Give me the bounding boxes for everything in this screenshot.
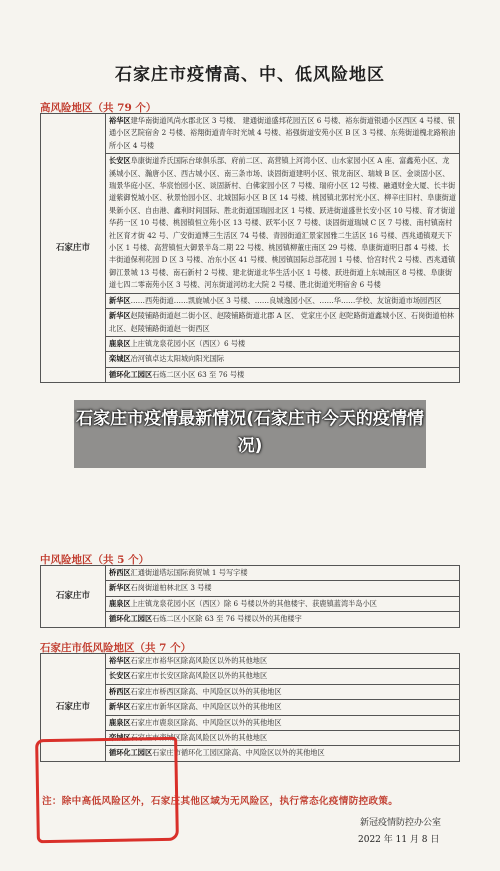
area-list: 石家庄市裕华区除高风险区以外的其他地区: [130, 656, 268, 665]
district-name: 桥西区: [109, 568, 131, 577]
area-list: 石家庄市栾城区除高风险区以外的其他地区: [130, 733, 268, 743]
area-cell: [106, 746, 460, 761]
district-name: 新华区: [109, 311, 131, 321]
area-cell: [106, 612, 460, 627]
area-list: 上庄镇龙泉花园小区（西区）6 号楼: [130, 338, 246, 348]
area-list: 石家庄市长安区除高风险区以外的其他地区: [130, 671, 268, 681]
footer-note: 注：除中高低风险区外，石家庄其他区域为无风险区，执行常态化疫情防控政策。: [42, 796, 399, 807]
area-cell: [106, 566, 460, 581]
area-list: 石炼二区小区 63 至 76 号楼: [152, 369, 245, 379]
document-title: 石家庄市疫情高、中、低风险地区: [115, 65, 385, 85]
area-list: 石岗街道柏林北区 3 号楼: [130, 583, 212, 593]
high-risk-row: [41, 114, 460, 154]
area-list: 石炼二区小区除 63 至 76 号楼以外的其他楼宇: [152, 614, 302, 624]
area-list: ……西苑街道……凯旋城小区 3 号楼、……良城逸园小区、……华……学校、友谊街道市场园西区: [130, 295, 442, 305]
high-risk-count: （共 79 个）: [92, 102, 157, 114]
area-list: 石家庄市新华区除高、中风险区以外的其他地区: [130, 702, 282, 712]
area-list: 赵陵铺路街道赵二街小区、赵陵铺路街道北郡 A 区、 党家庄小区 赵陀路街道鑫城小区、石岗街道柏林北区、赵陵铺路街道赵一街西区: [109, 311, 454, 333]
high-risk-label: 高风险地区: [40, 102, 93, 114]
district-name: 新华区: [109, 583, 131, 593]
area-cell: [106, 309, 460, 337]
headline-overlay: 石家庄市疫情最新情况(石家庄市今天的疫情情况): [76, 409, 424, 456]
medium-risk-count: （共 5 个）: [92, 554, 150, 566]
low-risk-label: 石家庄市低风险地区: [40, 642, 135, 654]
district-name: 栾城区: [109, 733, 131, 743]
area-list: 建华南街道风尚水郡北区 3 号楼、 建通街道盛邦花园五区 6 号楼、裕东街道银通小区西区 4 号楼、银通小区艺院宿舍 2 号楼、裕翔街道青年时光城 4 号楼、裕强街道安苑小区 B 区 3 号楼、东苑街道槐北路粮油所小区 4 号楼: [109, 116, 456, 150]
district-name: 鹿泉区: [109, 598, 131, 608]
city-cell: 石家庄市: [41, 566, 106, 628]
district-name: 裕华区: [109, 656, 131, 665]
district-name: 鹿泉区: [109, 338, 131, 348]
area-cell: [106, 684, 460, 699]
area-cell: [106, 700, 460, 715]
area-cell: [106, 352, 460, 367]
low-risk-row: [41, 654, 460, 669]
district-name: 新华区: [109, 702, 131, 712]
area-list: 阜康街道乔氏国际台球俱乐部、府前二区、高营镇上河湾小区、山水家园小区 A 座、富鑫苑小区、龙溪城小区、瀚唐小区、西古城小区、南三条市场、谈固街道建明小区、银龙南区、瑞城 B 区、金谈固小区、瑞景华庭小区、华宸怡园小区、谈固新村、白佛家园小区 7 号楼、瑞府小区 12 号楼、融通财金大厦、长丰街道紫御悦城小区、秋景怡园小区、北城国际小区 B 区 14 号楼、桃园镇北郭村光小区、柳辛庄旧村、阜康街道果新小区、自由港、鑫利时间国际、胜北街道国瑞园北区 1 号楼、跃进街道盛世长安小区 10 号楼、育才街道华药一区 10 号楼、桃园镇恒立苑小区 13 号楼、跃军小区 7 号楼、谈固街道瑞城 C 区 7 号楼、南村镇南村社区育才街 42 号、广安街道博三生活区 74 号楼、青园街道汇景家园雅二生活区 16 号楼、西兆通镇观天下小区 1 号楼、高营镇恒大御景半岛二期 22 号楼、桃园镇柳董庄南区 29 号楼、阜康街道明日郡 4 号楼、长丰街道保利花园 D 区 3 号楼、冶东小区 41 号楼、桃园镇国际总部花园 1 号楼、恰宫时代 2 号楼、西兆通镇御江景城 13 号楼、南石新村 2 号楼、建北街道北华生活小区 1 号楼、跃进街道上东城南区 8 号楼、阜康街道七四二零南苑小区 3 号楼、河东街道河纺北大院 2 号楼、胜北街道光明宿舍 6 号楼: [109, 156, 457, 290]
area-cell: [106, 715, 460, 730]
district-name: 桥西区: [109, 686, 131, 696]
medium-risk-row: [41, 566, 460, 581]
area-list: 石家庄市桥西区除高、中风险区以外的其他地区: [130, 686, 282, 696]
area-cell: [106, 669, 460, 684]
district-name: 裕华区: [109, 116, 131, 125]
district-name: 栾城区: [109, 354, 131, 364]
area-list: 汇通街道塔坛国际商贸城 1 号写字楼: [130, 568, 248, 577]
area-list: 石家庄市鹿泉区除高、中风险区以外的其他地区: [130, 717, 282, 727]
district-name: 长安区: [109, 671, 131, 681]
district-name: 循环化工园区: [109, 369, 153, 379]
high-risk-table: [40, 113, 460, 383]
district-name: 循环化工园区: [109, 614, 153, 624]
low-risk-table: [40, 653, 460, 762]
area-cell: [106, 114, 460, 154]
district-name: 长安区: [109, 156, 131, 166]
area-cell: [106, 293, 460, 308]
area-list: 石家庄市循环化工园区除高、中风险区以外的其他地区: [152, 748, 325, 758]
area-cell: [106, 336, 460, 351]
low-risk-count: （共 7 个）: [134, 642, 192, 654]
district-name: 鹿泉区: [109, 717, 131, 727]
issue-date: 2022 年 11 月 8 日: [358, 835, 440, 845]
medium-risk-label: 中风险地区: [40, 554, 93, 566]
area-cell: [106, 731, 460, 746]
area-cell: [106, 596, 460, 611]
area-list: 上庄镇龙泉花园小区（西区）除 6 号楼以外的其他楼宇、获鹿镇蓝湾半岛小区: [130, 598, 377, 608]
medium-risk-table: [40, 565, 460, 628]
area-cell: [106, 154, 460, 293]
district-name: 新华区: [109, 295, 131, 305]
city-cell: 石家庄市: [41, 654, 106, 762]
area-cell: [106, 367, 460, 382]
area-cell: [106, 654, 460, 669]
area-list: 冶河镇卓达太阳城向阳光国际: [130, 354, 225, 364]
area-cell: [106, 581, 460, 596]
issuing-office: 新冠疫情防控办公室: [360, 818, 442, 828]
city-cell: 石家庄市: [41, 114, 106, 383]
district-name: 循环化工园区: [109, 748, 153, 758]
